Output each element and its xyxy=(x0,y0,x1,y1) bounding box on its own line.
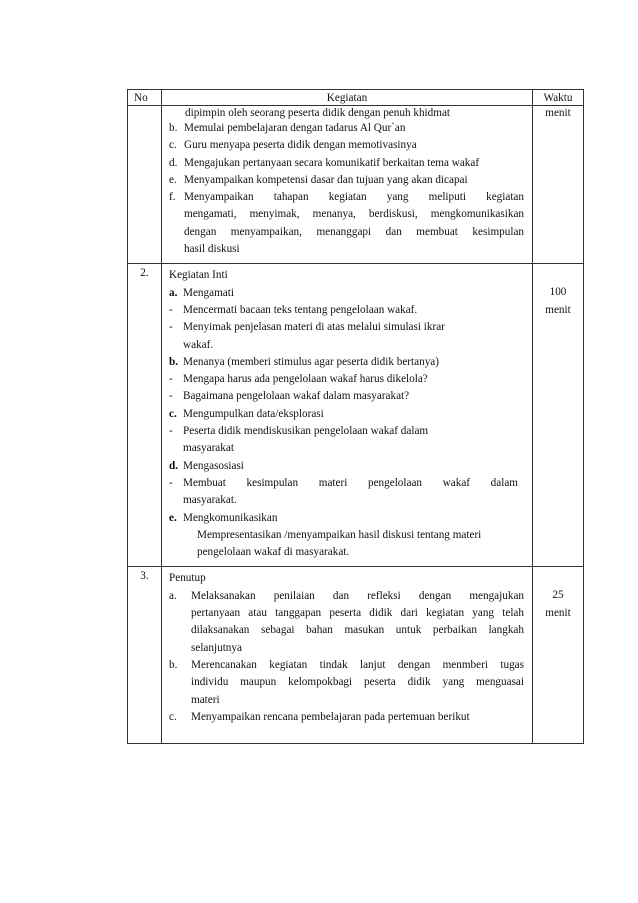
time-unit: menit xyxy=(545,606,571,619)
list-text: Merencanakan kegiatan tindak lanjut dengan menmberi tugas xyxy=(191,658,524,671)
list-marker: - xyxy=(169,425,173,438)
list-item xyxy=(169,155,524,172)
list-marker: e. xyxy=(169,511,177,524)
time-value: 100 xyxy=(549,286,567,299)
list-item xyxy=(169,406,524,423)
list-text: hasil diskusi xyxy=(184,243,240,256)
row-number: 3. xyxy=(128,567,162,744)
list-item xyxy=(169,302,524,319)
activity-cell xyxy=(162,264,533,567)
list-item xyxy=(169,475,524,510)
list-item xyxy=(169,120,524,137)
lesson-plan-table xyxy=(127,89,584,744)
list-text: Peserta didik mendiskusikan pengelolaan wakaf dalam xyxy=(183,425,429,438)
list-text: pertanyaan atau tanggapan peserta didik dari kegiatan yang telah xyxy=(191,607,524,620)
list-marker: d. xyxy=(169,459,179,472)
list-marker: b. xyxy=(169,355,179,368)
list-marker: b. xyxy=(169,658,178,671)
list-item xyxy=(169,510,524,527)
list-text: individu maupun kelompokbagi peserta didik yang menguasai xyxy=(191,676,524,689)
list-marker: - xyxy=(169,390,173,403)
section-title: Kegiatan Inti xyxy=(169,269,228,282)
time-value: 25 xyxy=(552,589,564,602)
list-text: Menanya (memberi stimulus agar peserta didik bertanya) xyxy=(183,355,439,368)
list-marker: e. xyxy=(169,173,177,186)
list-text: wakaf. xyxy=(183,338,214,351)
list-marker: - xyxy=(169,373,173,386)
list-text: selanjutnya xyxy=(191,641,242,654)
list-text: mengamati, menyimak, menanya, berdiskusi, mengkomunikasikan xyxy=(184,208,524,221)
table-row xyxy=(128,567,584,744)
list-text: Memulai pembelajaran dengan tadarus Al Qur`an xyxy=(184,122,406,134)
activity-cell xyxy=(162,567,533,744)
header-activity: Kegiatan xyxy=(162,90,533,106)
list-text: Menyampaikan rencana pembelajaran pada pertemuan berikut xyxy=(191,710,470,723)
list-marker: c. xyxy=(169,139,177,152)
table-row xyxy=(128,106,584,264)
list-marker: a. xyxy=(169,286,178,299)
time-cell xyxy=(533,106,584,264)
list-item xyxy=(169,371,524,388)
list-item xyxy=(169,285,524,302)
activity-line: dipimpin oleh seorang peserta didik dengan penuh khidmat xyxy=(185,107,451,119)
list-marker: b. xyxy=(169,122,178,134)
list-item xyxy=(169,319,524,354)
list-text: masyarakat xyxy=(183,442,234,455)
list-text: Menyampaikan kompetensi dasar dan tujuan yang akan dicapai xyxy=(184,173,468,186)
header-no: No xyxy=(128,90,162,106)
list-item xyxy=(169,137,524,154)
list-item xyxy=(169,388,524,405)
list-text: Mempresentasikan /menyampaikan hasil diskusi tentang materi xyxy=(197,528,482,541)
list-text: Melaksanakan penilaian dan refleksi dengan mengajukan xyxy=(191,589,524,602)
list-text: materi xyxy=(191,693,220,706)
list-text: dilaksanakan sebagai bahan masukan untuk perbaikan langkah xyxy=(191,624,524,637)
list-text: Mencermati bacaan teks tentang pengelolaan wakaf. xyxy=(183,303,418,316)
time-cell xyxy=(533,264,584,567)
list-marker: f. xyxy=(169,191,176,204)
header-time: Waktu xyxy=(533,90,584,106)
section-title: Penutup xyxy=(169,572,206,585)
list-text: Bagaimana pengelolaan wakaf dalam masyarakat? xyxy=(183,390,410,403)
list-marker: - xyxy=(169,321,173,334)
list-text: Menyimak penjelasan materi di atas melalui simulasi ikrar xyxy=(183,321,445,334)
list-item xyxy=(169,189,524,258)
list-marker: - xyxy=(169,476,173,489)
list-item xyxy=(169,458,524,475)
list-text: Mengasosiasi xyxy=(183,459,244,472)
list-marker: c. xyxy=(169,710,177,723)
list-marker: - xyxy=(169,303,173,316)
list-text: Guru menyapa peserta didik dengan memotivasinya xyxy=(184,139,417,152)
list-text: Mengapa harus ada pengelolaan wakaf harus dikelola? xyxy=(183,373,428,386)
list-item xyxy=(169,423,524,458)
header-row xyxy=(128,90,584,106)
row-number xyxy=(128,106,162,264)
list-text: Mengamati xyxy=(183,286,234,299)
time-unit: menit xyxy=(545,303,571,316)
list-marker: c. xyxy=(169,407,177,420)
list-text: Mengkomunikasikan xyxy=(183,511,278,524)
list-item xyxy=(169,657,524,709)
list-text: dengan menyampaikan, menanggapi dan membuat kesimpulan xyxy=(184,225,524,238)
list-text: Mengumpulkan data/eksplorasi xyxy=(183,407,324,420)
list-marker: a. xyxy=(169,589,177,602)
list-text: Mengajukan pertanyaan secara komunikatif berkaitan tema wakaf xyxy=(184,156,480,169)
list-marker: d. xyxy=(169,156,178,169)
list-item xyxy=(169,172,524,189)
time-cell xyxy=(533,567,584,744)
row-number: 2. xyxy=(128,264,162,567)
list-item xyxy=(169,354,524,371)
list-text: Membuat kesimpulan materi pengelolaan wakaf dalam xyxy=(183,476,518,489)
table-row xyxy=(128,264,584,567)
list-text: Menyampaikan tahapan kegiatan yang meliputi kegiatan xyxy=(184,191,524,204)
list-item xyxy=(169,588,524,657)
list-text: masyarakat. xyxy=(183,494,237,507)
activity-cell xyxy=(162,106,533,264)
list-item xyxy=(169,709,524,726)
list-text: pengelolaan wakaf di masyarakat. xyxy=(197,546,350,559)
time-unit: menit xyxy=(545,107,571,119)
